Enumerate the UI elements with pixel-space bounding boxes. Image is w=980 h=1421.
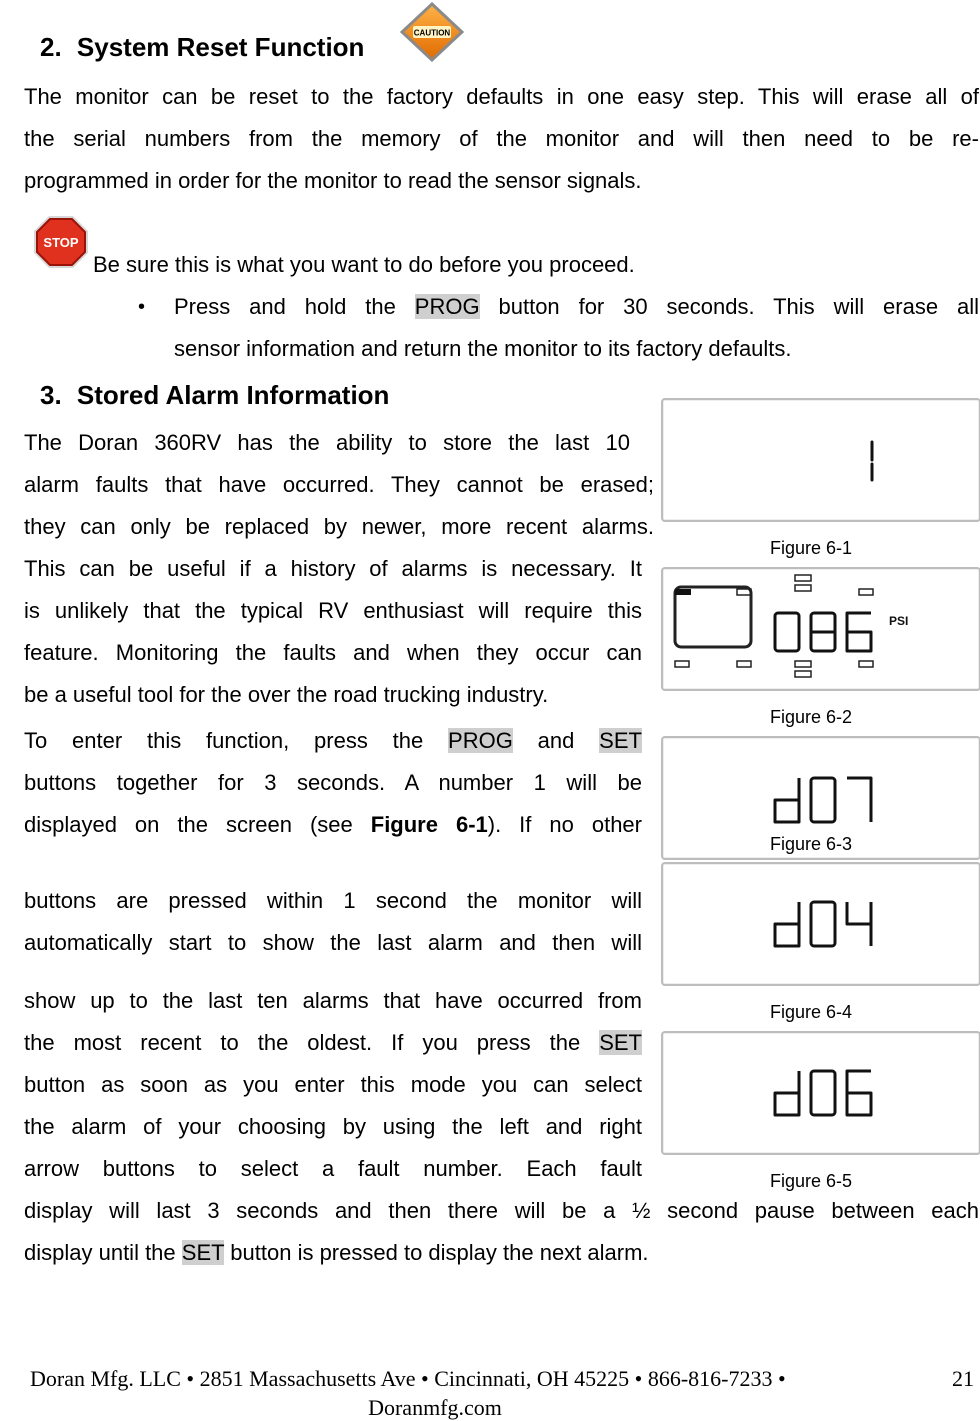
psi-unit-label: PSI — [889, 614, 909, 628]
enter-paragraph-a — [24, 720, 642, 846]
section-3-paragraph — [24, 422, 654, 716]
enter-text: arrow buttons to select a fault number. Each fault — [24, 1156, 642, 1181]
enter-text: display will last 3 seconds and then there will be a ½ second pause between each — [24, 1198, 979, 1223]
caution-icon-text: CAUTION — [413, 28, 451, 38]
figure-6-2-caption: Figure 6-2 — [770, 707, 853, 727]
figure-6-1-display — [661, 398, 980, 522]
enter-text: and — [537, 728, 575, 753]
enter-text: the alarm of your choosing by using the left and right — [24, 1114, 642, 1139]
prog-key-label: PROG — [414, 294, 480, 319]
section-2-heading — [40, 32, 364, 63]
section-3-line: is unlikely that the typical RV enthusiast will require this — [24, 598, 642, 623]
caution-icon — [400, 2, 464, 62]
section-3-line: be a useful tool for the over the road trucking industry. — [24, 682, 549, 707]
footer-address: Doran Mfg. LLC • 2851 Massachusetts Ave • Cincinnati, OH 45225 • 866-816-7233 • — [30, 1366, 786, 1391]
enter-text: buttons are pressed within 1 second the monitor will — [24, 888, 642, 913]
figure-6-1-caption: Figure 6-1 — [770, 538, 853, 558]
lcd-pressure-readout — [663, 569, 979, 689]
enter-text: show up to the last ten alarms that have occurred from — [24, 988, 642, 1013]
figure-6-4-caption: Figure 6-4 — [770, 1002, 853, 1022]
stop-icon — [32, 214, 90, 270]
bullet-text: Press and hold the — [174, 294, 396, 319]
enter-text: To enter this function, press the — [24, 728, 424, 753]
page-number: 21 — [952, 1366, 974, 1391]
enter-text: displayed on the screen (see — [24, 812, 353, 837]
section-3-line: The Doran 360RV has the ability to store the last 10 — [24, 430, 630, 455]
figure-6-5-display — [661, 1031, 980, 1155]
figure-6-4-display — [661, 862, 980, 986]
enter-text: the most recent to the oldest. If you press the — [24, 1030, 581, 1055]
enter-paragraph-b — [24, 880, 642, 964]
stop-icon-text: STOP — [43, 235, 79, 250]
section-3-heading — [40, 380, 389, 411]
section-2-line: programmed in order for the monitor to read the sensor signals. — [24, 168, 642, 193]
section-2-title: System Reset Function — [76, 32, 365, 62]
bullet-dot: • — [138, 296, 146, 318]
set-key-label: SET — [599, 728, 642, 753]
lcd-alarm-d06 — [663, 1033, 979, 1153]
bullet-text: sensor information and return the monitor to its factory defaults. — [174, 336, 792, 361]
warning-text: Be sure this is what you want to do before you proceed. — [93, 252, 635, 277]
enter-text: button is pressed to display the next alarm. — [230, 1240, 649, 1265]
section-3-line: This can be useful if a history of alarms is necessary. It — [24, 556, 642, 581]
lcd-alarm-d04 — [663, 864, 979, 984]
set-key-label: SET — [599, 1030, 642, 1055]
section-3-title: Stored Alarm Information — [76, 380, 390, 410]
enter-text: automatically start to show the last alarm and then will — [24, 930, 642, 955]
section-3-line: feature. Monitoring the faults and when they occur can — [24, 640, 642, 665]
section-2-number: 2. — [40, 32, 62, 62]
section-3-line: they can only be replaced by newer, more recent alarms. — [24, 514, 654, 539]
prog-key-label: PROG — [448, 728, 513, 753]
section-2-paragraph — [24, 76, 979, 202]
figure-reference-link[interactable]: Figure 6-1 — [370, 812, 488, 837]
enter-text: ). If no other — [487, 812, 642, 837]
bullet-item — [174, 286, 979, 370]
enter-text: buttons together for 3 seconds. A number 1 will be — [24, 770, 642, 795]
figure-6-5-caption: Figure 6-5 — [770, 1171, 853, 1191]
section-3-line: alarm faults that have occurred. They cannot be erased; — [24, 472, 654, 497]
section-2-line: The monitor can be reset to the factory defaults in one easy step. This will erase all of — [24, 84, 979, 109]
bullet-text: button for 30 seconds. This will erase all — [498, 294, 979, 319]
section-3-number: 3. — [40, 380, 62, 410]
footer-website: Doranmfg.com — [368, 1395, 502, 1420]
enter-text: button as soon as you enter this mode you can select — [24, 1072, 642, 1097]
set-key-label: SET — [181, 1240, 225, 1265]
section-2-line: the serial numbers from the memory of the monitor and will then need to be re- — [24, 126, 979, 151]
lcd-digit-1 — [663, 400, 979, 520]
figure-6-3-caption: Figure 6-3 — [770, 834, 853, 854]
figure-6-2-display — [661, 567, 980, 691]
enter-text: display until the — [24, 1240, 176, 1265]
